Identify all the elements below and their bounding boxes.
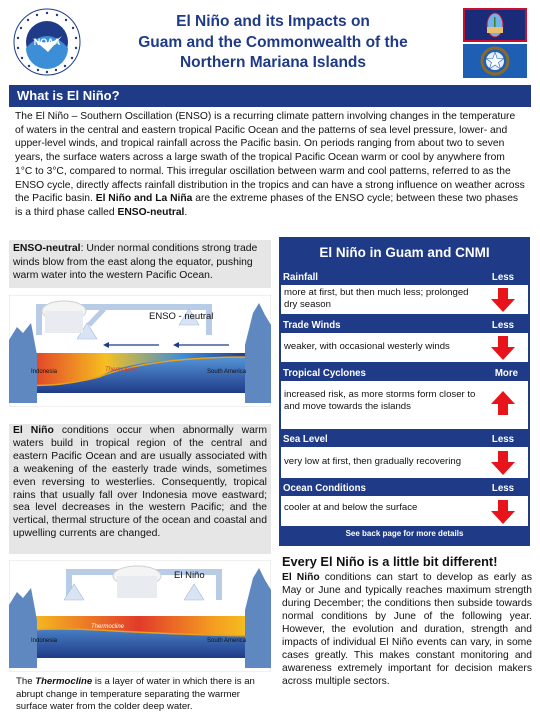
impacts-panel-title: El Niño in Guam and CNMI: [319, 245, 490, 260]
down-arrow-icon: [490, 336, 516, 360]
every-el-nino-heading: Every El Niño is a little bit different!: [282, 554, 498, 569]
impact-row-rainfall: [281, 271, 528, 314]
what-is-el-nino-text: [15, 110, 525, 220]
impact-row-text: weaker, with occasional westerly winds: [284, 341, 450, 352]
enso-neutral-description: [9, 240, 271, 288]
south-america-label: South America: [207, 638, 247, 644]
down-arrow-icon: [490, 451, 516, 475]
impact-row-text: increased risk, as more storms form closer to and move towards the islands: [284, 389, 476, 413]
title-line-2: Guam and the Commonwealth of the: [138, 33, 408, 51]
cloud-icon: [113, 566, 161, 598]
indonesia-label: Indonesia: [31, 638, 58, 644]
impact-row-text: more at first, but then much less; prolonged dry season: [284, 287, 469, 311]
down-arrow-icon: [490, 500, 516, 524]
down-arrow-icon: [490, 288, 516, 312]
thermocline-caption: [16, 676, 272, 714]
page-title: [90, 12, 456, 74]
impact-row-name: Rainfall: [283, 272, 318, 283]
impact-row-name: Ocean Conditions: [283, 483, 366, 494]
thermocline-label: Thermocline: [91, 624, 125, 630]
what-is-el-nino-heading: What is El Niño?: [9, 85, 531, 107]
impact-row-trend: Less: [491, 272, 514, 283]
noaa-logo-text: NOAA: [33, 37, 61, 47]
indonesia-label: Indonesia: [31, 369, 58, 375]
impact-row-trend: Less: [491, 320, 514, 331]
thermocline-label: Thermocline: [105, 367, 139, 373]
caption-term: Thermocline: [35, 676, 93, 687]
title-line-1: El Niño and its Impacts on: [176, 13, 370, 30]
impacts-panel: [279, 237, 530, 546]
cloud-icon: [42, 301, 86, 333]
impact-row-tropical-cyclones: [281, 367, 528, 429]
impact-row-name: Sea Level: [283, 434, 328, 445]
el-nino-diagram-title: El Niño: [174, 570, 205, 581]
every-el-nino-body: conditions can start to develop as early as May or June and typically reaches maximum strength during December; the conditions then subside towards normal conditions by June of the following year. However, the evolution and duration, strength and impacts of individual El Niño events can vary, in some cases greatly. This makes constant monitoring and awareness extremely important for decision makers across multiple sectors.: [282, 572, 533, 687]
caption-pre: The: [16, 676, 36, 687]
intro-bold-and: and: [131, 193, 156, 205]
enso-neutral-label: ENSO-neutral: [13, 243, 81, 254]
intro-text-end: .: [184, 206, 188, 218]
cnmi-flag-icon: [463, 44, 527, 78]
impact-row-text: very low at first, then gradually recovering: [284, 456, 462, 467]
noaa-logo-icon: [12, 8, 82, 76]
impact-row-text: cooler at and below the surface: [284, 502, 418, 513]
el-nino-diagram: [9, 560, 271, 672]
enso-neutral-text: : Under normal conditions strong trade winds blow from the east along the equator, pushing warm water into the western Pacific Ocean.: [13, 243, 258, 281]
el-nino-conditions-label: El Niño: [13, 425, 54, 436]
see-back-page-note: See back page for more details: [345, 529, 464, 538]
caption-post: is a layer of water in which there is an abrupt change in temperature separating the warmer surface water from the colder deep water.: [16, 676, 255, 712]
impact-row-name: Tropical Cyclones: [283, 368, 366, 379]
impact-row-trend: More: [494, 368, 518, 379]
impact-row-sea-level: [281, 433, 528, 478]
south-america-label: South America: [207, 369, 247, 375]
impact-row-trade-winds: [281, 319, 528, 362]
intro-text-2: are the extreme phases of the ENSO cycle; between these two phases is a third phase called: [15, 193, 519, 218]
intro-bold-la-nina: La Niña: [155, 193, 193, 205]
guam-flag-icon: [463, 8, 527, 42]
enso-neutral-diagram-title: ENSO - neutral: [149, 311, 214, 322]
impact-row-name: Trade Winds: [283, 320, 341, 331]
every-el-nino-bold: El Niño: [282, 572, 320, 583]
intro-text-1: The El Niño – Southern Oscillation (ENSO) is a recurring climate pattern involving changes in the temperature of waters in the central and eastern tropical Pacific Ocean and the patterns of sea level pressure, lower- and upper-level winds, and tropical rainfall across the Pacific basin. On periods ranging from about two to seven years, the surface waters across a large swath of the tropical Pacific Ocean warm or cool by anywhere from 1°C to 3°C, compared to normal. This irregular oscillation between warm and cool patterns, referred to as the ENSO cycle, directly affects rainfall distribution in the tropics and can have a strong influence on weather across the Pacific basin.: [15, 111, 525, 205]
every-el-nino-text: [282, 571, 532, 688]
enso-neutral-diagram: [9, 295, 271, 407]
impact-row-trend: Less: [491, 434, 514, 445]
impact-row-trend: Less: [491, 483, 514, 494]
up-arrow-icon: [490, 391, 516, 415]
el-nino-conditions-description: [9, 424, 271, 554]
intro-bold-enso-neutral: ENSO-neutral: [117, 206, 185, 218]
el-nino-conditions-text: conditions occur when abnormally warm waters build in tropical region of the central and eastern Pacific Ocean and are usually associated with a weakening of the easterly trade winds, sometimes even reversing to westerlies. Consequently, tropical rains that usually fall over Indonesia move eastward; sea level decreases in the western Pacific; and the vertical, thermal structure of the ocean and coastal and upwelling currents are changed.: [13, 425, 267, 540]
intro-bold-el-nino: El Niño: [95, 193, 132, 205]
impact-row-ocean-conditions: [281, 482, 528, 526]
page-header: [0, 0, 540, 82]
title-line-3: Northern Mariana Islands: [179, 54, 367, 71]
